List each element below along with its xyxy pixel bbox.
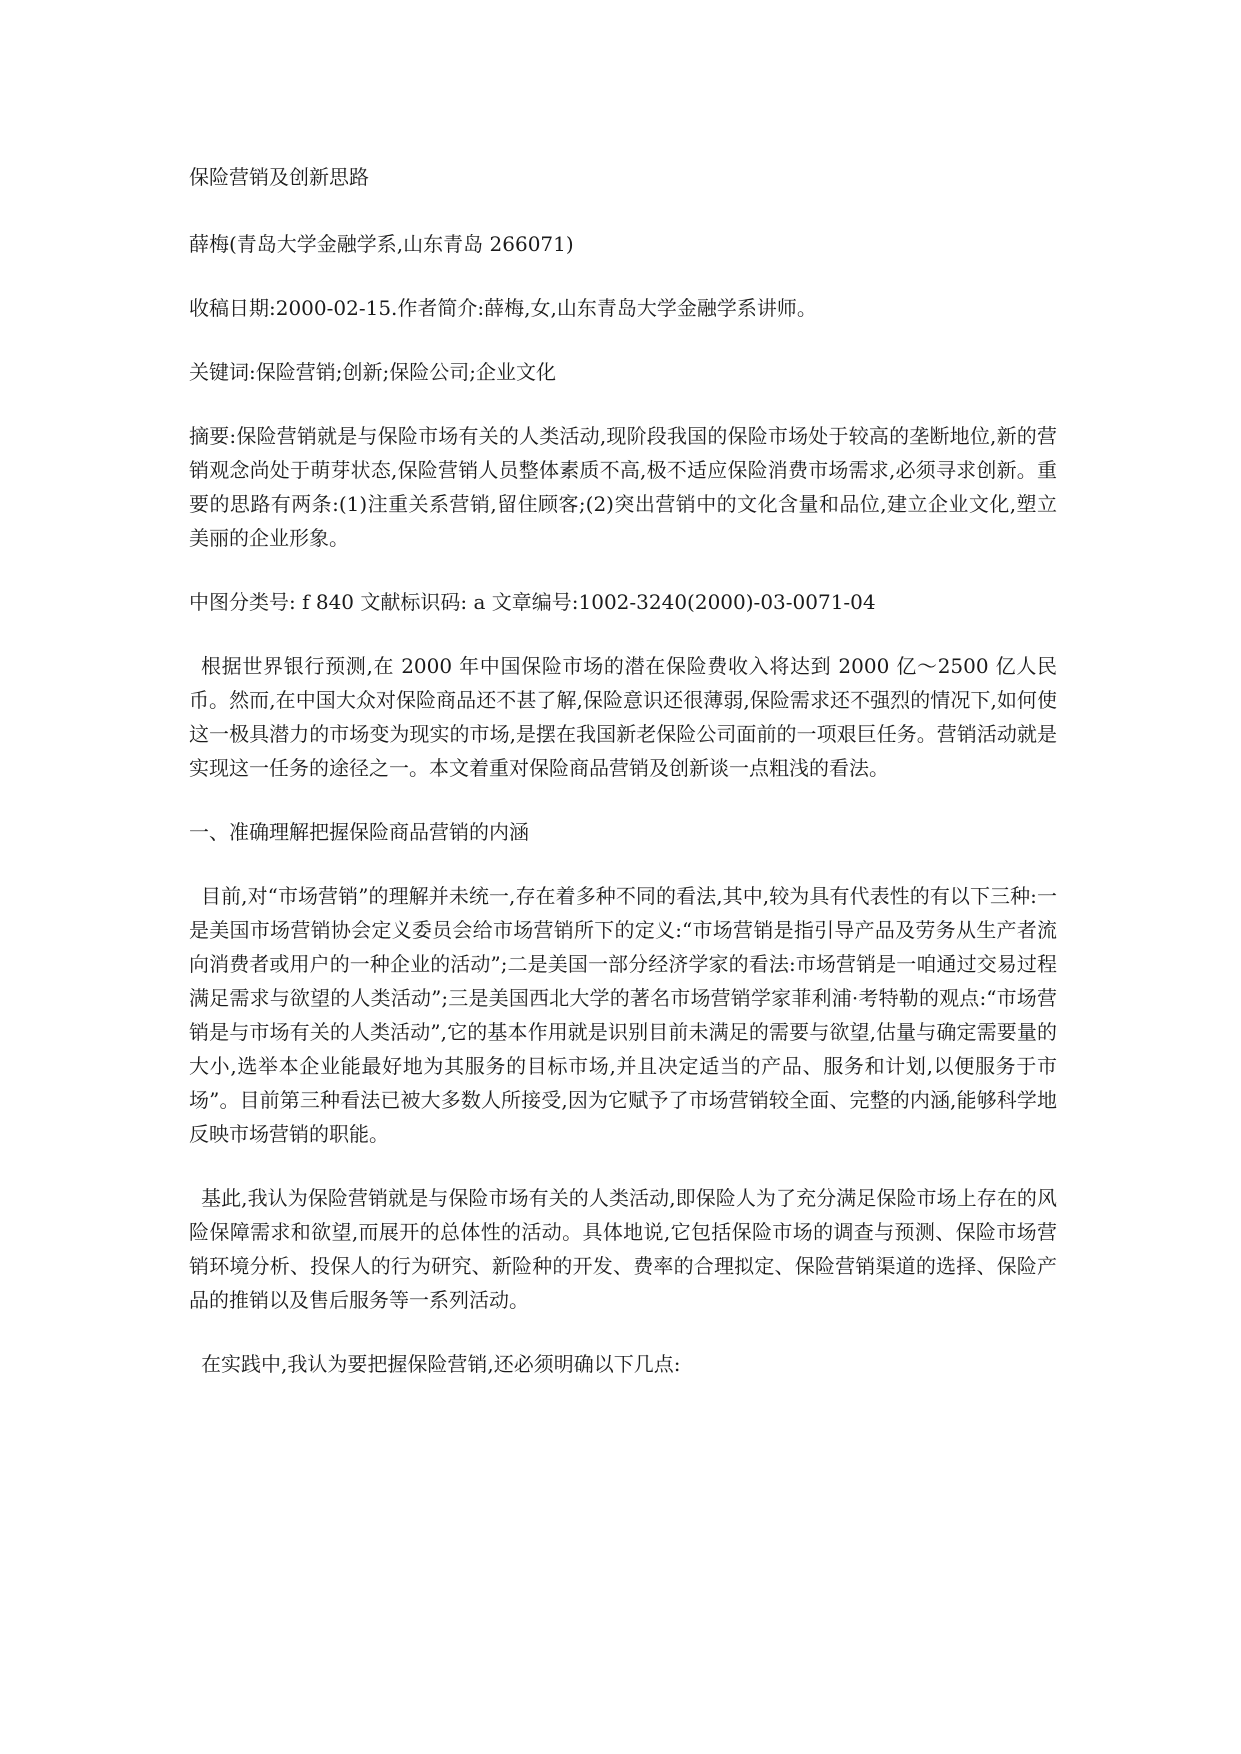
section-heading: 一、准确理解把握保险商品营销的内涵	[189, 820, 529, 844]
abstract: 摘要:保险营销就是与保险市场有关的人类活动,现阶段我国的保险市场处于较高的垄断地位,新的营销观念尚处于萌芽状态,保险营销人员整体素质不高,极不适应保险消费市场需求,必须寻求创新。重要的思路有两条:(1)注重关系营销,留住顾客;(2)突出营销中的文化含量和品位,建立企业文化,塑立美丽的企业形象。	[189, 424, 1057, 550]
body-paragraph-1: 目前,对“市场营销”的理解并未统一,存在着多种不同的看法,其中,较为具有代表性的有以下三种:一是美国市场营销协会定义委员会给市场营销所下的定义:“市场营销是指引导产品及劳务从生产者流向消费者或用户的一种企业的活动”;二是美国一部分经济学家的看法:市场营销是一咱通过交易过程满足需求与欲望的人类活动”;三是美国西北大学的著名市场营销学家菲利浦·考特勒的观点:“市场营销是与市场有关的人类活动”,它的基本作用就是识别目前未满足的需要与欲望,估量与确定需要量的大小,选举本企业能最好地为其服务的目标市场,并且决定适当的产品、服务和计划,以便服务于市场”。目前第三种看法已被大多数人所接受,因为它赋予了市场营销较全面、完整的内涵,能够科学地反映市场营销的职能。	[189, 884, 1057, 1146]
author-line: 薛梅(青岛大学金融学系,山东青岛 266071)	[189, 232, 574, 256]
intro-paragraph: 根据世界银行预测,在 2000 年中国保险市场的潜在保险费收入将达到 2000 亿～2500 亿人民币。然而,在中国大众对保险商品还不甚了解,保险意识还很薄弱,保险需求还不强烈的情况下,如何使这一极具潜力的市场变为现实的市场,是摆在我国新老保险公司面前的一项艰巨任务。营销活动就是实现这一任务的途径之一。本文着重对保险商品营销及创新谈一点粗浅的看法。	[189, 654, 1057, 780]
received-line: 收稿日期:2000-02-15.作者简介:薛梅,女,山东青岛大学金融学系讲师。	[189, 296, 817, 320]
document-title: 保险营销及创新思路	[189, 165, 369, 189]
document-page	[189, 160, 1057, 1411]
body-paragraph-3: 在实践中,我认为要把握保险营销,还必须明确以下几点:	[201, 1352, 681, 1376]
body-paragraph-2: 基此,我认为保险营销就是与保险市场有关的人类活动,即保险人为了充分满足保险市场上存在的风险保障需求和欲望,而展开的总体性的活动。具体地说,它包括保险市场的调查与预测、保险市场营销环境分析、投保人的行为研究、新险种的开发、费率的合理拟定、保险营销渠道的选择、保险产品的推销以及售后服务等一系列活动。	[189, 1186, 1057, 1312]
keywords-line: 关键词:保险营销;创新;保险公司;企业文化	[189, 360, 556, 384]
classification-line: 中图分类号: f 840 文献标识码: a 文章编号:1002-3240(2000)-03-0071-04	[189, 590, 876, 614]
